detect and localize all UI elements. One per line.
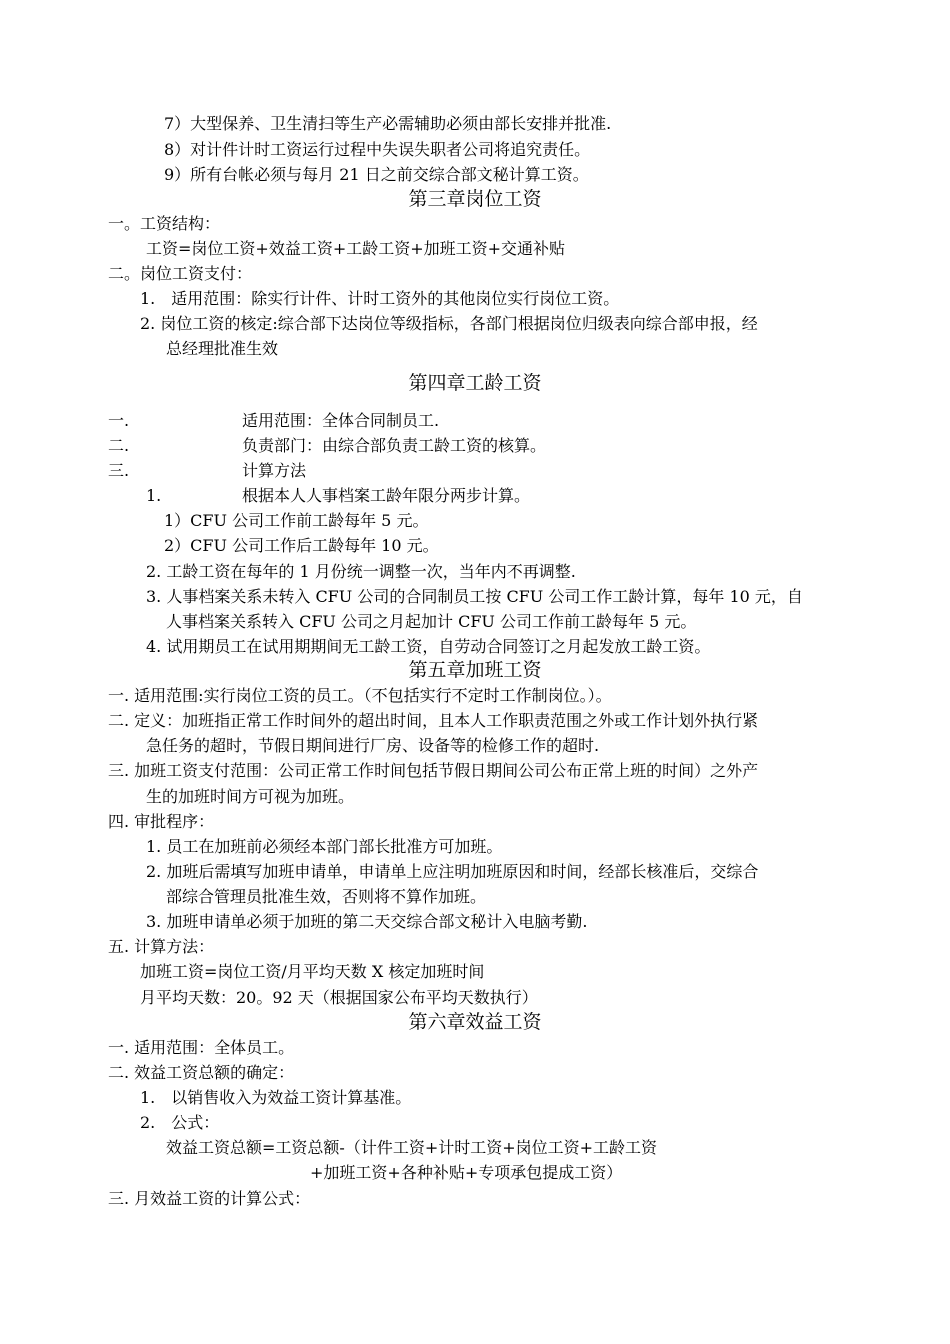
section-continuation: 生的加班时间方可视为加班。 [146,787,355,806]
section-continuation: 急任务的超时，节假日期间进行厂房、设备等的检修工作的超时. [146,736,600,755]
chapter-4-title: 第四章工龄工资 [408,372,542,394]
chapter-6-title: 第六章效益工资 [408,1011,542,1033]
list-number: 1. [146,486,162,505]
formula-text: 工资=岗位工资+效益工资+工龄工资+加班工资+交通补贴 [146,239,566,258]
list-item: 8）对计件计时工资运行过程中失误失职者公司将追究责任。 [164,140,591,159]
section-text: 计算方法 [242,461,307,480]
section-heading: 二。岗位工资支付： [108,264,253,283]
list-item: 2. 岗位工资的核定:综合部下达岗位等级指标，各部门根据岗位归级表向综合部申报，经 [140,314,758,333]
section-heading: 五. 计算方法： [108,937,215,956]
list-item: 2. 加班后需填写加班申请单，申请单上应注明加班原因和时间，经部长核准后，交综合 [146,862,759,881]
chapter-5-title: 第五章加班工资 [408,659,542,681]
list-item-continuation: 总经理批准生效 [166,339,279,358]
section-heading: 二. 定义：加班指正常工作时间外的超出时间，且本人工作职责范围之外或工作计划外执行紧 [108,711,759,730]
list-item: 1. 适用范围：除实行计件、计时工资外的其他岗位实行岗位工资。 [140,289,620,308]
chapter-3-title: 第三章岗位工资 [408,188,542,210]
list-item: 3. 人事档案关系未转入 CFU 公司的合同制员工按 CFU 公司工作工龄计算，每年 10 元，自 [146,587,803,606]
list-item: 根据本人人事档案工龄年限分两步计算。 [242,486,531,505]
list-item: 1. 员工在加班前必须经本部门部长批准方可加班。 [146,837,503,856]
list-item: 3. 加班申请单必须于加班的第二天交综合部文秘计入电脑考勤. [146,912,588,931]
section-heading: 一。工资结构： [108,214,221,233]
list-item-continuation: 部综合管理员批准生效，否则将不算作加班。 [166,887,487,906]
section-heading: 三. 月效益工资的计算公式： [108,1189,311,1208]
section-heading: 三. 加班工资支付范围：公司正常工作时间包括节假日期间公司公布正常上班的时间）之外产 [108,761,759,780]
list-item: 2. 工龄工资在每年的 1 月份统一调整一次，当年内不再调整. [146,562,576,581]
sub-item: 1）CFU 公司工作前工龄每年 5 元。 [164,511,429,530]
list-item: 7）大型保养、卫生清扫等生产必需辅助必须由部长安排并批准. [164,114,612,133]
section-number: 一. [108,411,130,430]
section-text: 适用范围：全体合同制员工. [242,411,440,430]
formula-text: +加班工资+各种补贴+专项承包提成工资） [310,1163,623,1182]
formula-text: 效益工资总额=工资总额-（计件工资+计时工资+岗位工资+工龄工资 [166,1138,658,1157]
section-text: 负责部门：由综合部负责工龄工资的核算。 [242,436,547,455]
section-number: 三. [108,461,130,480]
list-item: 2. 公式： [140,1113,220,1132]
sub-item: 2）CFU 公司工作后工龄每年 10 元。 [164,536,439,555]
section-heading: 四. 审批程序： [108,812,215,831]
list-item: 9）所有台帐必须与每月 21 日之前交综合部文秘计算工资。 [164,165,589,184]
section-heading: 一. 适用范围：全体员工。 [108,1038,295,1057]
section-number: 二. [108,436,130,455]
section-heading: 二. 效益工资总额的确定： [108,1063,295,1082]
formula-text: 月平均天数：20。92 天（根据国家公布平均天数执行） [140,988,538,1007]
list-item: 4. 试用期员工在试用期期间无工龄工资，自劳动合同签订之月起发放工龄工资。 [146,637,711,656]
formula-text: 加班工资=岗位工资/月平均天数 X 核定加班时间 [140,962,485,981]
list-item: 1. 以销售收入为效益工资计算基准。 [140,1088,412,1107]
section-heading: 一. 适用范围:实行岗位工资的员工。（不包括实行不定时工作制岗位。）。 [108,686,612,705]
list-item-continuation: 人事档案关系转入 CFU 公司之月起加计 CFU 公司工作前工龄每年 5 元。 [166,612,697,631]
